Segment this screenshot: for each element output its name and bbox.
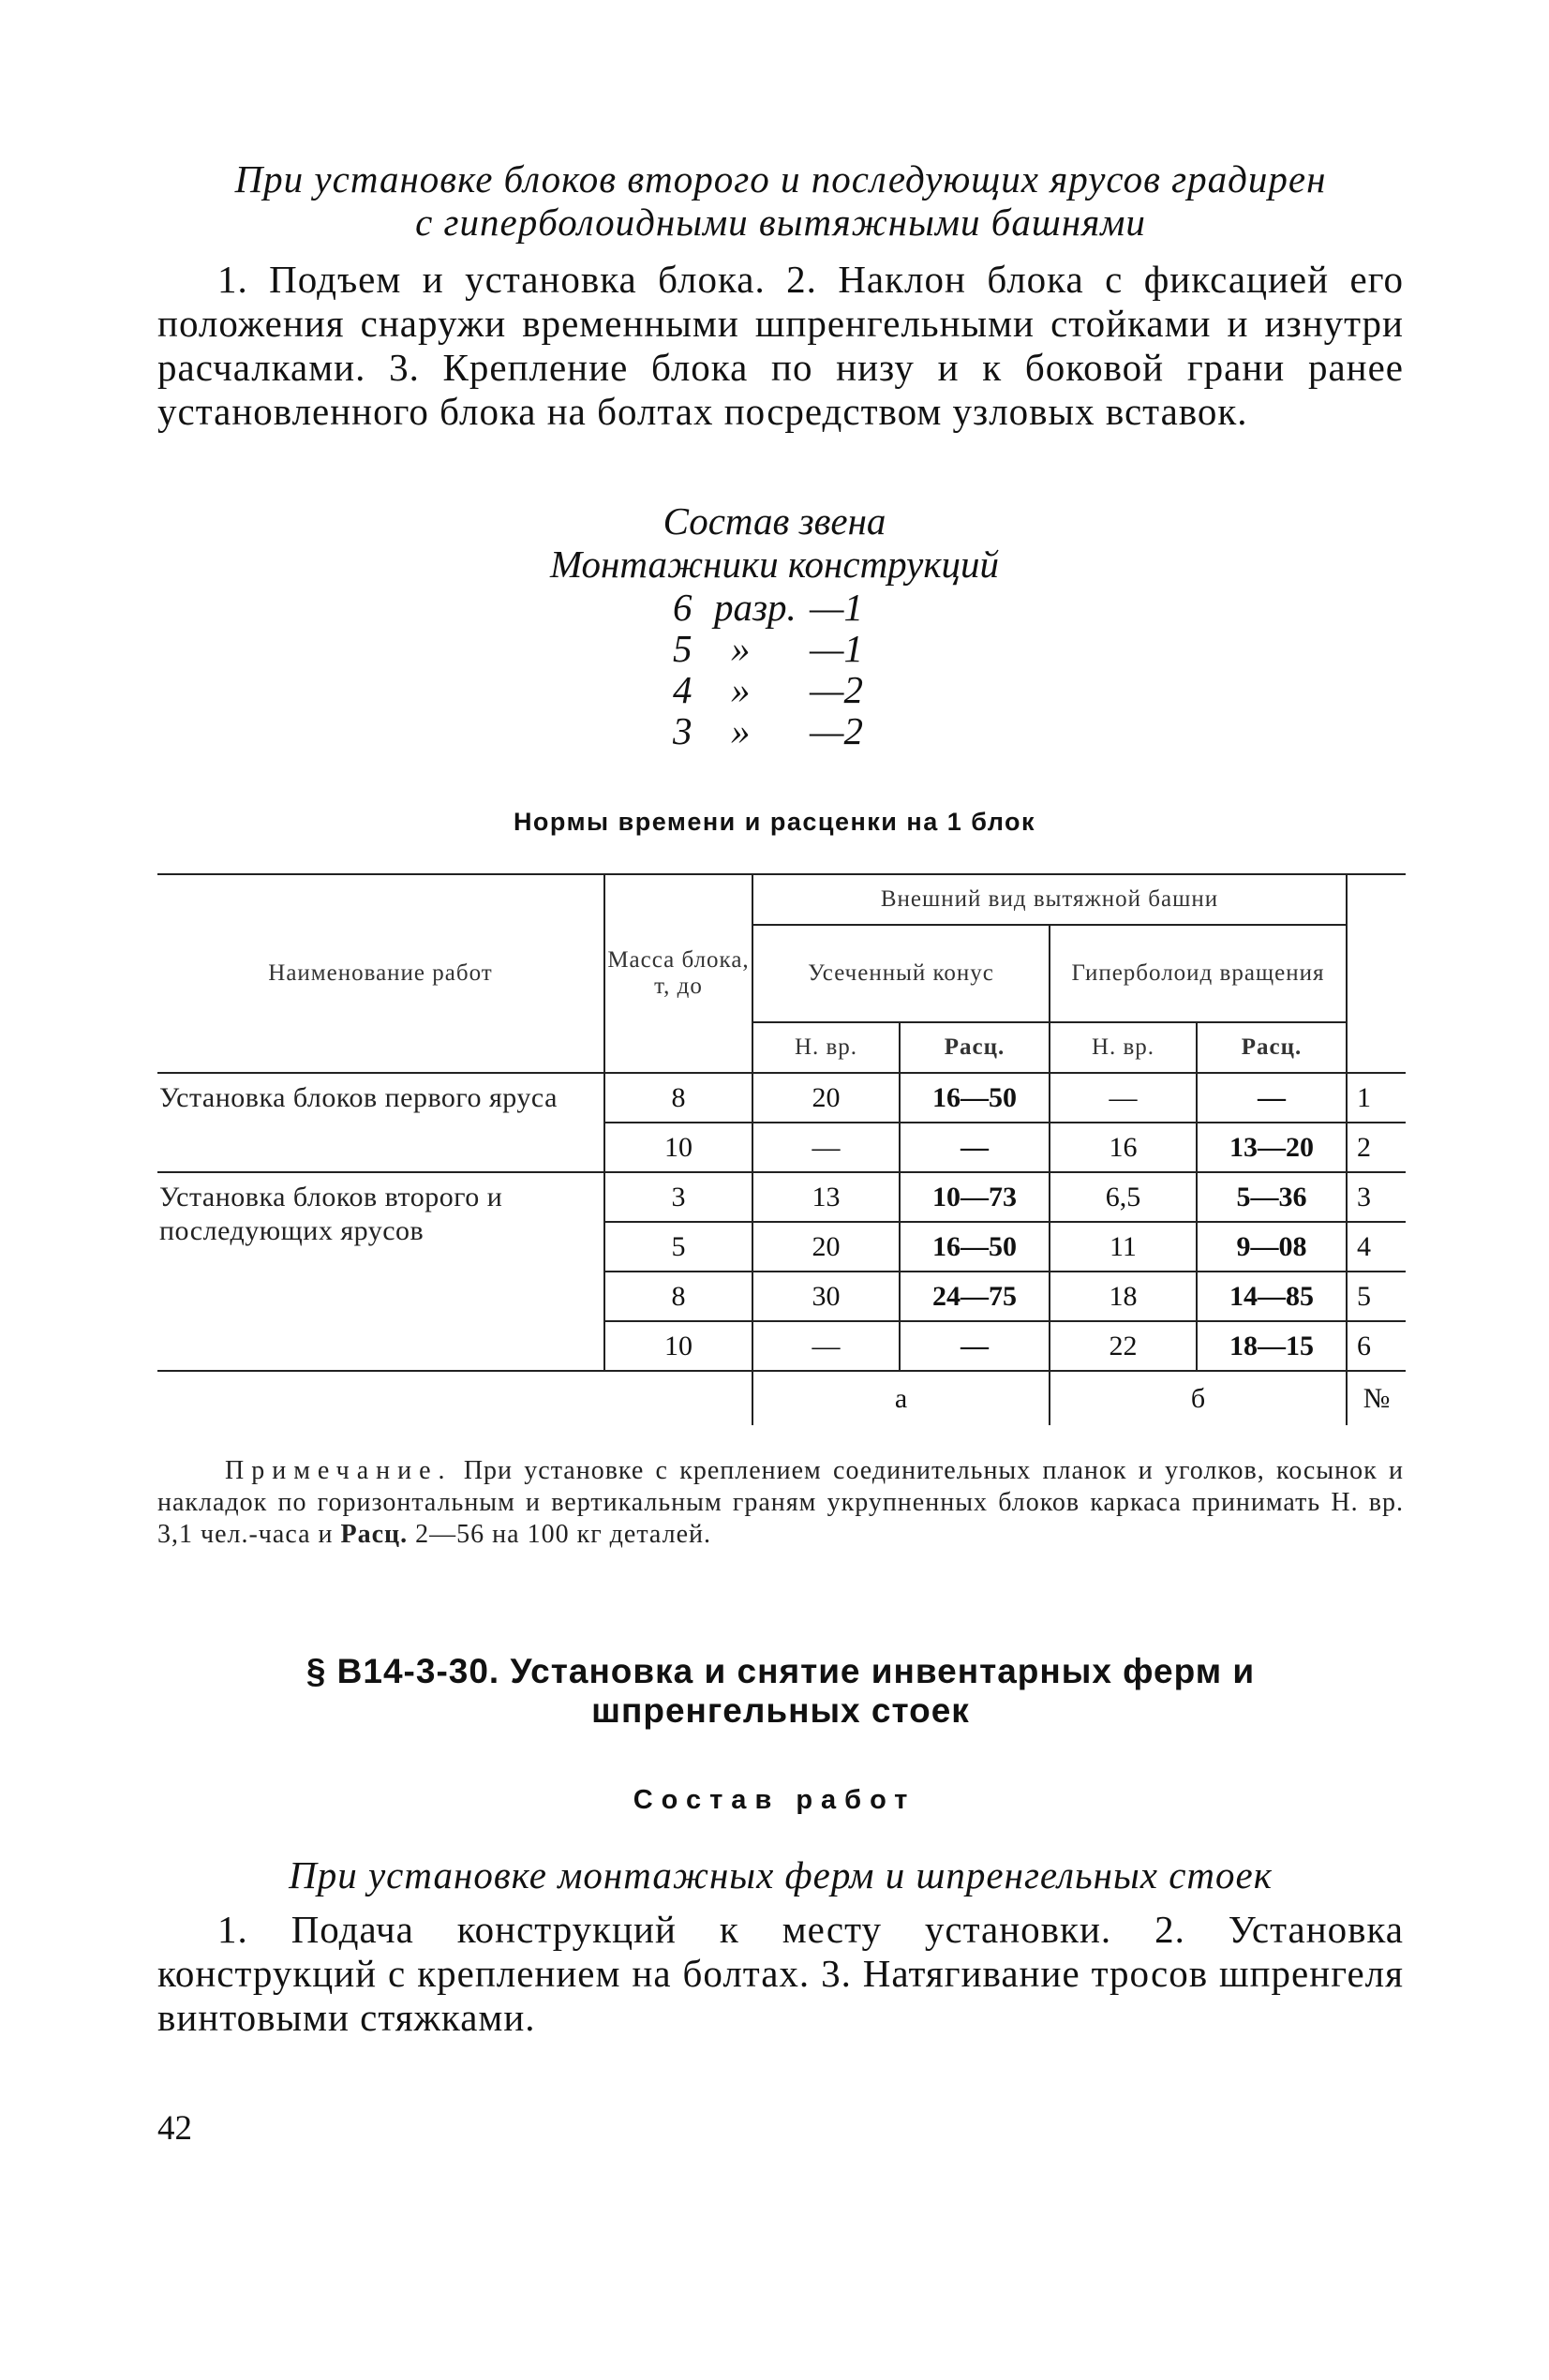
crew-grade: 3 xyxy=(673,709,693,752)
cell-cone-time: 13 xyxy=(752,1172,900,1222)
footer-number-label: № xyxy=(1347,1371,1406,1425)
header-mass: Масса блока, т, до xyxy=(604,874,752,1073)
header-hyp-time-norm: Н. вр. xyxy=(1050,1022,1197,1073)
cell-hyp-price: 5—36 xyxy=(1197,1172,1347,1222)
norms-table xyxy=(157,873,1406,1425)
crew-profession: Монтажники конструкций xyxy=(549,543,1000,586)
table-row xyxy=(157,1073,1406,1123)
intro-heading xyxy=(157,157,1404,244)
crew-row xyxy=(673,587,916,628)
table-row xyxy=(157,1172,1406,1222)
note-text: При установке с креплением соединительных планок и уголков, косынок и накладок по горизонтальным и вертикальным граням укрупненных блоков каркаса принимать Н. вр. 3,1 чел.-часа и xyxy=(157,1456,1404,1549)
section-subtitle: Состав работ xyxy=(633,1785,916,1815)
cell-row-number: 3 xyxy=(1347,1172,1406,1222)
cell-row-number: 4 xyxy=(1347,1222,1406,1272)
crew-row xyxy=(673,628,916,669)
cell-mass: 5 xyxy=(604,1222,752,1272)
cell-cone-price: 16—50 xyxy=(900,1073,1050,1123)
cell-cone-price: — xyxy=(900,1321,1050,1371)
intro-heading-line-2: с гиперболоидными вытяжными башнями xyxy=(415,201,1146,244)
cell-hyp-time: 18 xyxy=(1050,1272,1197,1321)
footer-col-b: б xyxy=(1050,1371,1347,1425)
cell-cone-time: 20 xyxy=(752,1222,900,1272)
crew-title: Состав звена xyxy=(663,499,886,543)
crew-grade-unit: » xyxy=(731,668,751,711)
cell-mass: 8 xyxy=(604,1073,752,1123)
crew-grade-unit: » xyxy=(731,627,751,670)
cell-hyp-time: 11 xyxy=(1050,1222,1197,1272)
cell-mass: 3 xyxy=(604,1172,752,1222)
cell-row-number: 6 xyxy=(1347,1321,1406,1371)
cell-cone-time: — xyxy=(752,1123,900,1172)
cell-mass: 10 xyxy=(604,1123,752,1172)
header-hyperboloid: Гиперболоид вращения xyxy=(1050,925,1347,1022)
header-cone-price: Расц. xyxy=(900,1022,1050,1073)
note-bold-price: Расц. xyxy=(340,1520,409,1549)
crew-grade: 4 xyxy=(673,668,693,711)
crew-count: —2 xyxy=(810,668,863,711)
cell-cone-time: — xyxy=(752,1321,900,1371)
intro-heading-line-1: При установке блоков второго и последующих ярусов градирен xyxy=(234,157,1327,201)
header-number-blank xyxy=(1347,874,1406,1073)
section-italic-heading: При установке монтажных ферм и шпренгельных стоек xyxy=(289,1853,1273,1897)
cell-hyp-time: 22 xyxy=(1050,1321,1197,1371)
note-tail: 2—56 на 100 кг деталей. xyxy=(415,1520,711,1549)
cell-hyp-time: — xyxy=(1050,1073,1197,1123)
table-footer-row xyxy=(157,1371,1406,1425)
table-caption: Нормы времени и расценки на 1 блок xyxy=(513,808,1036,836)
header-work-name: Наименование работ xyxy=(157,874,604,1073)
crew-row xyxy=(673,669,916,710)
cell-row-number: 2 xyxy=(1347,1123,1406,1172)
crew-count: —1 xyxy=(810,627,863,670)
header-truncated-cone: Усеченный конус xyxy=(752,925,1050,1022)
crew-grade: 6 xyxy=(673,586,693,629)
note-label: Примечание. xyxy=(225,1456,453,1485)
section-title xyxy=(157,1652,1404,1731)
cell-cone-price: — xyxy=(900,1123,1050,1172)
cell-cone-time: 30 xyxy=(752,1272,900,1321)
cell-hyp-time: 6,5 xyxy=(1050,1172,1197,1222)
section-paragraph: 1. Подача конструкций к месту установки. 2. Установка конструкций с креплением на болтах. 3. Натягивание тросов шпренгеля винтовыми стяжками. xyxy=(157,1908,1404,2039)
header-hyp-price: Расц. xyxy=(1197,1022,1347,1073)
cell-hyp-price: — xyxy=(1197,1073,1347,1123)
crew-grade: 5 xyxy=(673,627,693,670)
footer-blank xyxy=(157,1371,752,1425)
crew-count: —1 xyxy=(810,586,863,629)
table-note xyxy=(157,1455,1404,1551)
cell-hyp-price: 9—08 xyxy=(1197,1222,1347,1272)
crew-count: —2 xyxy=(810,709,863,752)
crew-grade-unit: разр. xyxy=(714,586,797,629)
work-name: Установка блоков второго и последующих ярусов xyxy=(157,1172,604,1371)
cell-cone-price: 24—75 xyxy=(900,1272,1050,1321)
cell-hyp-price: 14—85 xyxy=(1197,1272,1347,1321)
cell-hyp-price: 18—15 xyxy=(1197,1321,1347,1371)
section-title-line-1: § В14-3-30. Установка и снятие инвентарных ферм и xyxy=(305,1652,1256,1690)
crew-row xyxy=(673,710,916,751)
page-number: 42 xyxy=(157,2109,192,2148)
cell-mass: 8 xyxy=(604,1272,752,1321)
crew-grade-unit: » xyxy=(731,709,751,752)
intro-paragraph: 1. Подъем и установка блока. 2. Наклон блока с фиксацией его положения снаружи временными шпренгельными стойками и изнутри расчалками. 3. Крепление блока по низу и к боковой грани ранее установленного блока на болтах посредством узловых вставок. xyxy=(157,258,1404,433)
cell-row-number: 1 xyxy=(1347,1073,1406,1123)
section-title-line-2: шпренгельных стоек xyxy=(591,1691,970,1730)
cell-cone-price: 16—50 xyxy=(900,1222,1050,1272)
cell-cone-time: 20 xyxy=(752,1073,900,1123)
work-name: Установка блоков первого яруса xyxy=(157,1073,604,1172)
cell-hyp-time: 16 xyxy=(1050,1123,1197,1172)
header-cone-time-norm: Н. вр. xyxy=(752,1022,900,1073)
cell-cone-price: 10—73 xyxy=(900,1172,1050,1222)
cell-hyp-price: 13—20 xyxy=(1197,1123,1347,1172)
footer-col-a: а xyxy=(752,1371,1050,1425)
cell-mass: 10 xyxy=(604,1321,752,1371)
header-tower-view: Внешний вид вытяжной башни xyxy=(752,874,1347,925)
cell-row-number: 5 xyxy=(1347,1272,1406,1321)
